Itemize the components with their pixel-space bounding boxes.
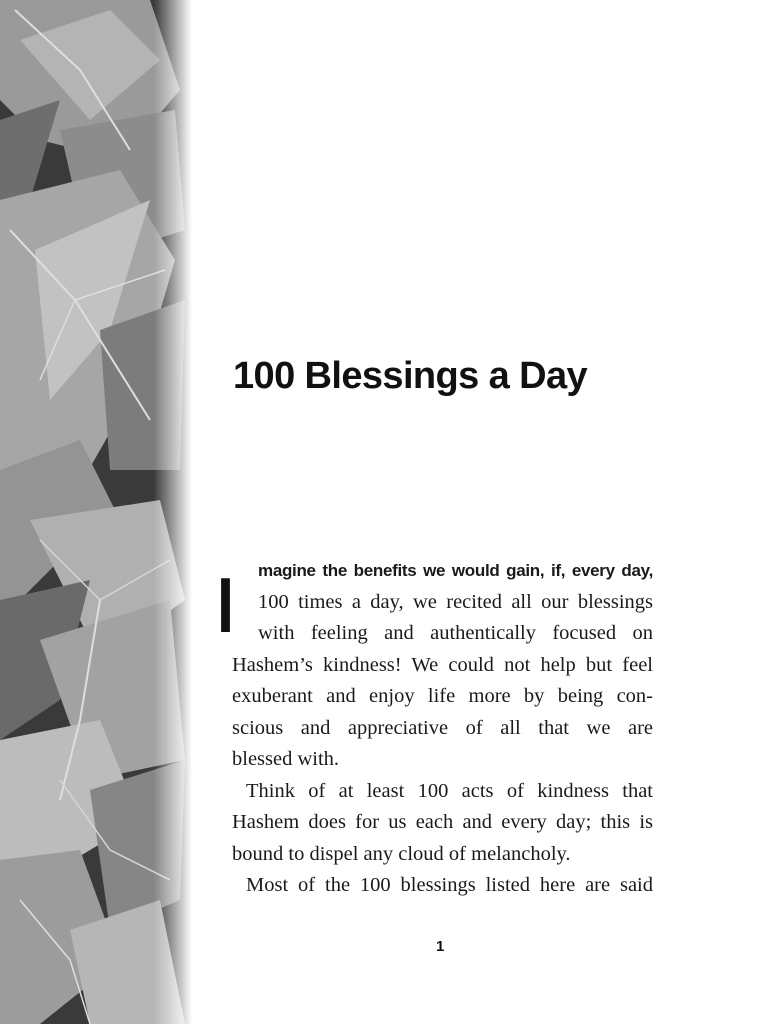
text-line: bound to dispel any cloud of melancholy.	[232, 842, 571, 865]
body-text	[232, 555, 653, 902]
page-number: 1	[436, 938, 445, 955]
leaf-photo-art	[0, 0, 192, 1024]
drop-cap-letter: I	[217, 561, 234, 649]
text-line: exuberant and enjoy life more by being con-	[232, 685, 653, 707]
text-line: 100 times a day, we recited all our blessings	[258, 590, 653, 613]
lead-in-line: magine the benefits we would gain, if, every day,	[258, 561, 653, 580]
text-line: Hashem’s kindness! We could not help but feel	[232, 653, 653, 676]
text-line: scious and appreciative of all that we are	[232, 716, 653, 739]
text-line: blessed with.	[232, 748, 340, 770]
leaf-photo	[0, 0, 192, 1024]
text-line: Hashem does for us each and every day; this is	[232, 811, 653, 833]
page-title: 100 Blessings a Day	[233, 355, 588, 397]
text-line: Think of at least 100 acts of kindness that	[246, 779, 653, 802]
text-line: with feeling and authentically focused on	[258, 622, 653, 644]
text-line: Most of the 100 blessings listed here are said	[246, 874, 653, 896]
